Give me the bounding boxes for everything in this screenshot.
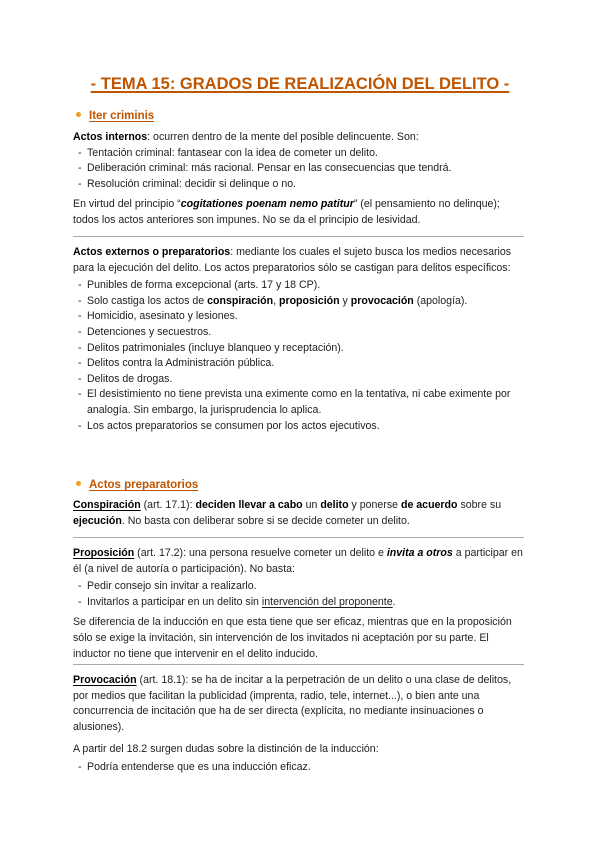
bullet-icon — [76, 112, 81, 117]
divider — [73, 537, 524, 538]
list-item: - Punibles de forma excepcional (arts. 17 y 18 CP). — [78, 278, 528, 294]
list-item: - Los actos preparatorios se consumen por los actos ejecutivos. — [78, 419, 528, 435]
principio-paragraph: En virtud del principio “cogitationes poenam nemo patitur” (el pensamiento no delinque); todos los actos anteriores son impunes. No se da el principio de lesividad. — [73, 198, 500, 226]
list-item: - El desistimiento no tiene prevista una eximente como en la tentativa, ni cabe eximente por analogía. Sin embargo, la jurisprudencia lo aplica. — [78, 387, 528, 418]
section-heading-actos-preparatorios: Actos preparatorios — [73, 477, 198, 493]
section-heading-iter-criminis: Iter criminis — [73, 108, 154, 124]
list-item: - Resolución criminal: decidir si delinque o no. — [78, 177, 528, 193]
provocacion-list — [73, 760, 528, 776]
actos-externos: Actos externos o preparatorios: mediante los cuales el sujeto busca los medios necesarios para la ejecución del delito. Los actos preparatorios sólo se castigan para delitos específicos: - Punibles de forma excepcional (arts. 17 y 18 CP). - Solo castiga los actos de conspiración, proposición y provocación (apología). - Homicidio, asesinato y lesiones. - Detenciones y secuestros. - Delitos patrimoniales (incluye blanqueo y receptación). - Delitos contra la Administración pública. - Delitos de drogas. - El desistimiento no tiene prevista una eximente como en la tentativa, ni cabe eximente por analogía. Sin embargo, la jurisprudencia lo aplica. - Los actos preparatorios se consumen por los actos ejecutivos. — [73, 245, 528, 434]
list-item: - Solo castiga los actos de conspiración, proposición y provocación (apología). — [78, 294, 528, 310]
list-item: - Detenciones y secuestros. — [78, 325, 528, 341]
proposicion: Proposición (art. 17.2): una persona resuelve cometer un delito e invita a otros a participar en él (a nivel de autoría o participación). No basta: - Pedir consejo sin invitar a realizarlo. - Invitarlos a participar en un delito sin intervención del proponente. Se diferencia de la inducción en que esta tiene que ser eficaz, mientras que en la proposición sólo se exige la invitación, sin intervención de los invitados ni aceptación por su parte. El inductor no tiene que intervenir en el delito inducido. — [73, 546, 528, 662]
list-item: - Delitos patrimoniales (incluye blanqueo y receptación). — [78, 341, 528, 357]
divider — [73, 236, 524, 237]
dudas-paragraph: A partir del 18.2 surgen dudas sobre la distinción de la inducción: — [73, 743, 379, 756]
externos-list — [73, 278, 528, 434]
list-item: - Invitarlos a participar en un delito sin intervención del proponente. — [78, 595, 528, 611]
list-item: - Podría entenderse que es una inducción eficaz. — [78, 760, 528, 776]
list-item: - Homicidio, asesinato y lesiones. — [78, 309, 528, 325]
actos-internos: Actos internos: ocurren dentro de la mente del posible delincuente. Son: - Tentación criminal: fantasear con la idea de cometer un delito. - Deliberación criminal: más racional. Pensar en las consecuencias que tendrá. - Resolución criminal: decidir si delinque o no. En virtud del principio “cogitationes poenam nemo patitur” (el pensamiento no delinque); todos los actos anteriores son impunes. No se da el principio de lesividad. — [73, 130, 528, 229]
list-item: - Pedir consejo sin invitar a realizarlo. — [78, 579, 528, 595]
bullet-icon — [76, 481, 81, 486]
internos-list — [73, 146, 528, 193]
list-item: - Deliberación criminal: más racional. Pensar en las consecuencias que tendrá. — [78, 161, 528, 177]
page-title: - TEMA 15: GRADOS DE REALIZACIÓN DEL DELITO - — [90, 75, 510, 93]
proposicion-list — [73, 579, 528, 610]
provocacion: Provocación (art. 18.1): se ha de incitar a la perpetración de un delito o una clase de delitos, por medios que facilitan la publicidad (imprenta, radio, tele, internet...), o bien ante una concurrencia de incitación que ha de ser directa (explícita, no mediante insinuaciones o alusiones). A partir del 18.2 surgen dudas sobre la distinción de la inducción: - Podría entenderse que es una inducción eficaz. — [73, 673, 528, 776]
conspiracion: Conspiración (art. 17.1): deciden llevar a cabo un delito y ponerse de acuerdo sobre su ejecución. No basta con deliberar sobre si se decide cometer un delito. — [73, 499, 502, 527]
diferencia-paragraph: Se diferencia de la inducción en que esta tiene que ser eficaz, mientras que en la proposición sólo se exige la invitación, sin intervención de los invitados ni aceptación por su parte. El inductor no tiene que intervenir en el delito inducido. — [73, 616, 512, 660]
list-item: - Delitos contra la Administración pública. — [78, 356, 528, 372]
list-item: - Tentación criminal: fantasear con la idea de cometer un delito. — [78, 146, 528, 162]
divider — [73, 664, 524, 665]
list-item: - Delitos de drogas. — [78, 372, 528, 388]
